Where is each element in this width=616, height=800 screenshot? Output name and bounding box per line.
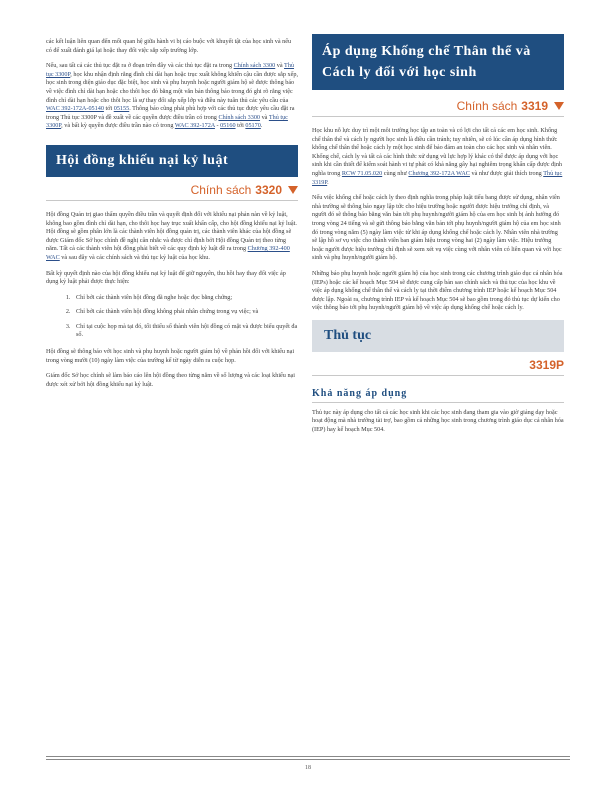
wac-05155-link[interactable]: 05155 <box>113 105 130 113</box>
triangle-down-icon <box>288 186 298 194</box>
wac-05160-link[interactable]: 05160 <box>220 122 236 130</box>
procedure-code: 3319P <box>312 358 564 376</box>
triangle-down-icon <box>554 102 564 110</box>
policy-number: 3320 <box>255 182 282 197</box>
list-item: 1. Chỉ bởi các thành viên hội đồng đã nghe hoặc đọc bằng chứng; <box>72 294 298 303</box>
applicability-heading: Khả năng áp dụng <box>312 388 564 403</box>
text-fragment: Học khu nỗ lực duy trì một môi trường học tập an toàn và có lợi cho tất cả các em học sinh. Khống chế thân thể và cách ly người học sinh là điều cần tránh; tuy nhiên, sẽ có lúc cần áp dụng hình thức khống chế thân thể hoặc cách ly một học sinh để bảo đảm an toàn cho các học sinh và nhân viên. Khống chế, cách ly và tất cả các hình thức xử dụng vũ lực hợp lý khác có thể được áp dụng với học sinh khi cần thiết để kiểm soát hành vi tự phát có khả năng gây hại nghiêm trọng khẩn cấp được định nghĩa trong <box>312 127 563 177</box>
text-fragment: Hội đồng Quản trị giao thẩm quyền điều trần và quyết định đối với khiếu nại phản nàn về kỷ luật, không bao gồm đình chỉ dài hạn, cho thôi học hay trục xuất khẩn cấp, cho hội đồng khiếu nại kỷ luật. Hội đồng sẽ gồm phân lớn là các thành viên hội đồng quản trị, các thành viên khác của hội đồng sẽ được Giám đốc Sở học chính đề nghị cân nhắc và được chỉ định bởi Hội đồng Quản trị theo từng năm. Tất cả các thành viên hội đồng phải biết về các quy định kỷ luật đề ra trong <box>46 210 297 253</box>
text-fragment: Nếu, sau tất cả các thủ tục đặt ra ở đoạn trên đây và các thủ tục đặt ra trong <box>46 62 234 70</box>
banner-title-line-1: Áp dụng Khống chế Thân thể và <box>322 44 531 59</box>
suspension-paragraph <box>46 62 298 131</box>
decision-conditions-list <box>46 294 298 340</box>
notification-procedure-paragraph: Nếu việc khống chế hoặc cách ly theo định nghĩa trong pháp luật tiểu bang được sử dụng, nhân viên nhà trường sẽ thông báo ngay lập tức cho hiệu trưởng hoặc người được hiệu trưởng chỉ định, và người đó sẽ thông báo bằng văn bản tới phụ huynh/người giám hộ của em học sinh bị ảnh hưởng đó trong vòng 24 tiếng và sẽ gửi thông báo bằng văn bản tới phụ huynh/người giám hộ của em học sinh đó trong vòng năm (5) ngày làm việc từ khi áp dụng khống chế hoặc cách ly. Nhân viên nhà trường sẽ lập hồ sơ vụ việc cho thành viên ban giám hiệu trong vòng hai (2) ngày làm việc. Hiệu trưởng hoặc người được hiệu trưởng chỉ định sẽ xem xét vụ việc cùng với nhân viên có liên quan và với học sinh và phụ huynh/người giám hộ. <box>312 194 562 262</box>
text-fragment: và như được giải thích trong <box>469 169 544 177</box>
list-item: 2. Chỉ bởi các thành viên hội đồng không phải nhân chứng trong vụ việc; và <box>72 308 298 317</box>
decision-intro-paragraph: Bất kỳ quyết định nào của hội đồng khiếu nại kỷ luật để giữ nguyên, thu hồi hay thay đổi việc áp dụng kỷ luật phải được thực hiện: <box>46 269 286 286</box>
banner-title: Hội đồng khiếu nại kỷ luật <box>56 152 229 168</box>
wac-392-172a-link[interactable]: WAC 392-172A <box>174 122 215 130</box>
appeal-council-paragraph <box>46 211 298 263</box>
wac-05170-link[interactable]: 05170 <box>245 122 261 130</box>
procedure-3319p-link[interactable]: Thủ tục 3319P <box>312 169 563 186</box>
policy-3319-header <box>312 99 564 117</box>
policy-3320-header <box>46 183 298 201</box>
text-fragment: tới <box>103 105 114 113</box>
policy-number: 3319 <box>521 99 548 113</box>
banner-title-line-2: Cách ly đối với học sinh <box>322 65 477 80</box>
iep-paragraph: Những báo phụ huynh hoặc người giám hộ của học sinh trong các chương trình giáo dục cá nhân hóa (IEPs) hoặc các kế hoạch Mục 504 sẽ được cung cấp bản sao chính sách và thủ tục của học khu về việc áp dụng khống chế thân thể và cách ly tại thời điểm chương trình IEP hoặc kế hoạch Mục 504 được lập. Ngoài ra, chương trình IEP và kế hoạch Mục 504 sẽ bao gồm trong đó thủ tục dự kiến cho việc thông báo tới phụ huynh/người giám hộ về việc áp dụng khống chế hoặc cách ly. <box>312 269 563 312</box>
footer-rule <box>46 756 570 757</box>
notification-paragraph: Hội đồng sẽ thông báo với học sinh và phụ huynh hoặc người giám hộ về phản hồi đối với khiếu nại trong vòng mười (10) ngày làm việc của trường kể từ ngày diễn ra cuộc họp. <box>46 348 295 364</box>
text-fragment: và <box>260 113 269 121</box>
text-fragment: . Thông báo cũng phải phù hợp với các thủ tục được yêu cầu đặt ra trong Thủ tục 3300P và đề xuất về các quyền được điều trần có trong <box>46 105 295 121</box>
text-fragment: . <box>260 122 263 130</box>
list-item: 3. Chỉ tại cuộc họp mà tại đó, tối thiểu số thành viên hội đồng có mặt và được biểu quyết đa số. <box>72 323 298 340</box>
text-fragment: và sau đây và các chính sách và thủ tục kỷ luật của học khu. <box>59 253 210 261</box>
discipline-appeal-banner <box>46 145 298 177</box>
rcw-71-05-020-link[interactable]: RCW 71.05.020 <box>341 169 383 177</box>
wac-05140-link[interactable]: WAC 392-172A-05140 <box>46 105 104 113</box>
policy-3300-link[interactable]: Chính sách 3300 <box>233 62 276 70</box>
text-fragment: và <box>275 62 285 70</box>
wac-392-172a-chapter-link[interactable]: Chương 392-172A WAC <box>408 169 470 177</box>
text-fragment: , và bất kỳ quyền được điều trần nào có trong <box>61 122 175 130</box>
procedure-3300p-link-2[interactable]: Thủ tục 3300P <box>46 113 288 130</box>
wac-392-400-link[interactable]: Chương 392-400 WAC <box>46 245 290 261</box>
text-fragment: cùng như <box>382 169 409 177</box>
policy-3300-link-2[interactable]: Chính sách 3300 <box>218 113 261 121</box>
policy-label: Chính sách <box>190 182 252 197</box>
safety-paragraph <box>312 127 564 187</box>
policy-label: Chính sách <box>456 99 518 113</box>
text-fragment: , học khu nhận định rằng đình chỉ dài hạn hoặc trục xuất không khiến cậu cần được sắp xếp, học sinh trong diện giáo dục đặc biệt, học sinh và phụ huynh hoặc người giám hộ sẽ được thông báo về việc đình chỉ dài hạn hoặc cho thôi học đó bằng một văn bản thông báo trong đó ghi rõ rằng việc đình chỉ dài hạn hoặc cho thôi học là sự thay đổi sắp xếp lớp và điều này tuân thủ các yêu cầu của <box>46 70 299 104</box>
text-fragment: tới <box>235 122 246 130</box>
applicability-paragraph: Thủ tục này áp dụng cho tất cả các học sinh khi các học sinh đang tham gia vào giờ giảng dạy hoặc hoạt động mà nhà trường tài trợ, bao gồm cả những học sinh trong chương trình giáo dục cá nhân hóa (IEP) hay kế hoạch Mục 504. <box>312 408 564 434</box>
footer-rule <box>46 759 570 760</box>
procedure-banner: Thủ tục <box>312 320 564 352</box>
intro-paragraph: các kết luận liên quan đến mối quan hệ giữa hành vi bị cáo buộc với khuyết tật của học sinh và nếu có để xuất đánh giá lại hoặc thay đổi việc sắp xếp trường lớp. <box>46 38 292 54</box>
text-fragment: . <box>327 178 329 186</box>
left-column <box>46 38 298 396</box>
page-number: 18 <box>305 765 311 771</box>
right-column <box>312 34 564 442</box>
report-paragraph: Giám đốc Sở học chính sẽ làm báo cáo lên hội đồng theo từng năm về số lượng và các loại khiếu nại được xét xử bởi hội đồng khiếu nại kỷ luật. <box>46 372 296 388</box>
restraint-isolation-banner <box>312 34 564 90</box>
procedure-3300p-link[interactable]: Thủ tục 3300P <box>46 62 295 78</box>
text-fragment: - <box>214 122 221 130</box>
